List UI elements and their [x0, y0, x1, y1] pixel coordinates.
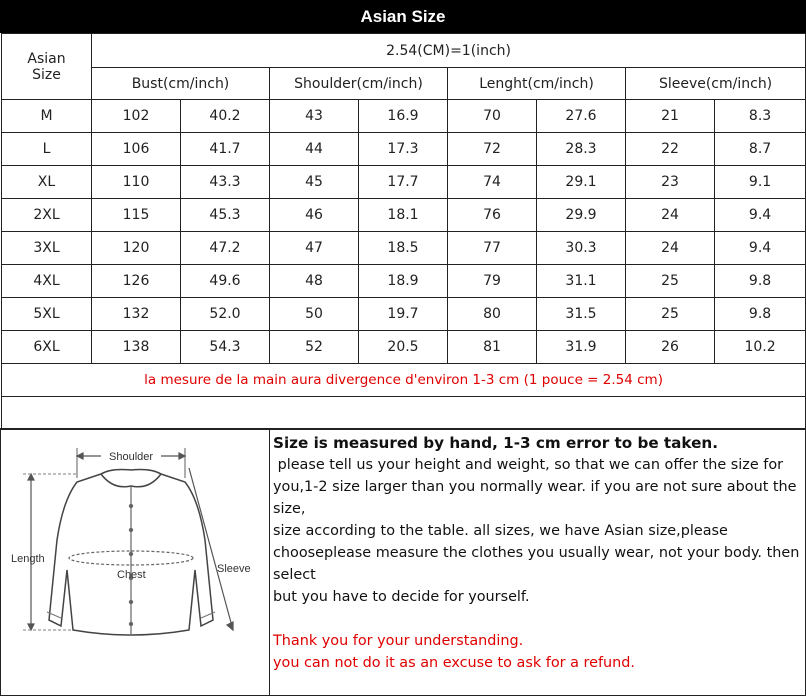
conversion-note: 2.54(CM)=1(inch) [92, 34, 806, 68]
table-cell-length-cm: 72 [448, 133, 537, 166]
table-cell-sleeve-in: 8.3 [715, 100, 806, 133]
table-cell-shoulder-in: 17.7 [359, 166, 448, 199]
table-cell-sleeve-cm: 25 [626, 298, 715, 331]
table-row [2, 166, 806, 199]
table-cell-bust-in: 40.2 [181, 100, 270, 133]
table-cell-shoulder-cm: 45 [270, 166, 359, 199]
table-cell-length-cm: 70 [448, 100, 537, 133]
table-cell-length-cm: 80 [448, 298, 537, 331]
table-row [2, 133, 806, 166]
size-label: XL [2, 166, 92, 199]
notes-line: please tell us your height and weight, so that we can offer the size for [273, 457, 784, 473]
label-shoulder: Shoulder [109, 451, 154, 463]
table-cell-sleeve-cm: 26 [626, 331, 715, 364]
measurement-diagram [1, 430, 270, 695]
table-cell-shoulder-cm: 52 [270, 331, 359, 364]
table-cell-bust-cm: 106 [92, 133, 181, 166]
table-cell-bust-in: 43.3 [181, 166, 270, 199]
table-cell-shoulder-in: 18.9 [359, 265, 448, 298]
corner-label-line2: Size [32, 66, 61, 83]
notes-line: size, [273, 501, 306, 517]
info-section [0, 428, 806, 696]
table-cell-sleeve-in: 8.7 [715, 133, 806, 166]
refund-note: you can not do it as an excuse to ask for a refund. [273, 655, 636, 671]
table-cell-bust-cm: 132 [92, 298, 181, 331]
table-cell-sleeve-in: 10.2 [715, 331, 806, 364]
size-label: 2XL [2, 199, 92, 232]
size-chart-table [1, 33, 806, 429]
table-cell-bust-cm: 126 [92, 265, 181, 298]
table-cell-shoulder-in: 17.3 [359, 133, 448, 166]
notes-heading: Size is measured by hand, 1-3 cm error to be taken. [273, 434, 718, 452]
table-cell-length-cm: 76 [448, 199, 537, 232]
table-cell-length-in: 31.5 [537, 298, 626, 331]
table-cell-bust-cm: 115 [92, 199, 181, 232]
table-cell-shoulder-in: 16.9 [359, 100, 448, 133]
table-cell-shoulder-cm: 46 [270, 199, 359, 232]
table-cell-length-cm: 81 [448, 331, 537, 364]
table-cell-sleeve-cm: 21 [626, 100, 715, 133]
table-cell-bust-in: 49.6 [181, 265, 270, 298]
corner-label [2, 34, 92, 100]
table-cell-sleeve-cm: 22 [626, 133, 715, 166]
table-cell-shoulder-cm: 48 [270, 265, 359, 298]
table-row [2, 298, 806, 331]
sizing-notes [273, 432, 803, 674]
table-row [2, 265, 806, 298]
table-title: Asian Size [0, 0, 806, 33]
table-cell-sleeve-in: 9.8 [715, 298, 806, 331]
table-row [2, 100, 806, 133]
column-header-bust: Bust(cm/inch) [92, 68, 270, 100]
table-row [2, 232, 806, 265]
table-cell-length-in: 28.3 [537, 133, 626, 166]
table-cell-length-in: 30.3 [537, 232, 626, 265]
table-cell-shoulder-in: 18.1 [359, 199, 448, 232]
table-cell-bust-in: 52.0 [181, 298, 270, 331]
table-cell-bust-cm: 120 [92, 232, 181, 265]
size-label: L [2, 133, 92, 166]
table-row [2, 331, 806, 364]
size-label: 4XL [2, 265, 92, 298]
notes-line: select [273, 567, 316, 583]
table-cell-shoulder-cm: 44 [270, 133, 359, 166]
table-cell-length-in: 31.1 [537, 265, 626, 298]
notes-line: you,1-2 size larger than you normally wear. if you are not sure about the [273, 479, 797, 495]
column-header-shoulder: Shoulder(cm/inch) [270, 68, 448, 100]
corner-label-line1: Asian [27, 50, 66, 67]
table-cell-sleeve-in: 9.4 [715, 199, 806, 232]
column-header-length: Lenght(cm/inch) [448, 68, 626, 100]
table-cell-bust-cm: 138 [92, 331, 181, 364]
notes-line: but you have to decide for yourself. [273, 589, 530, 605]
table-cell-bust-cm: 110 [92, 166, 181, 199]
table-cell-shoulder-in: 19.7 [359, 298, 448, 331]
table-cell-bust-in: 47.2 [181, 232, 270, 265]
table-cell-shoulder-cm: 47 [270, 232, 359, 265]
size-label: 5XL [2, 298, 92, 331]
table-cell-sleeve-cm: 24 [626, 232, 715, 265]
table-cell-sleeve-cm: 23 [626, 166, 715, 199]
table-cell-sleeve-in: 9.8 [715, 265, 806, 298]
table-cell-bust-in: 45.3 [181, 199, 270, 232]
table-cell-length-in: 31.9 [537, 331, 626, 364]
table-cell-length-in: 29.1 [537, 166, 626, 199]
size-label: 3XL [2, 232, 92, 265]
empty-row [2, 397, 806, 429]
table-cell-shoulder-in: 18.5 [359, 232, 448, 265]
table-cell-shoulder-cm: 43 [270, 100, 359, 133]
size-label: M [2, 100, 92, 133]
table-cell-length-in: 27.6 [537, 100, 626, 133]
label-chest: Chest [117, 569, 146, 581]
table-cell-length-cm: 74 [448, 166, 537, 199]
table-cell-sleeve-cm: 24 [626, 199, 715, 232]
size-label: 6XL [2, 331, 92, 364]
table-cell-length-cm: 77 [448, 232, 537, 265]
table-cell-length-cm: 79 [448, 265, 537, 298]
shirt-measurement-icon [1, 430, 269, 695]
table-cell-shoulder-in: 20.5 [359, 331, 448, 364]
table-cell-bust-cm: 102 [92, 100, 181, 133]
thank-you-note: Thank you for your understanding. [273, 633, 524, 649]
table-cell-bust-in: 54.3 [181, 331, 270, 364]
table-cell-sleeve-cm: 25 [626, 265, 715, 298]
table-cell-length-in: 29.9 [537, 199, 626, 232]
table-cell-bust-in: 41.7 [181, 133, 270, 166]
label-length: Length [11, 553, 45, 565]
measurement-note: la mesure de la main aura divergence d'environ 1-3 cm (1 pouce = 2.54 cm) [2, 364, 806, 397]
table-row [2, 199, 806, 232]
notes-spacer [273, 608, 803, 630]
label-sleeve: Sleeve [217, 563, 251, 575]
table-cell-sleeve-in: 9.4 [715, 232, 806, 265]
table-cell-sleeve-in: 9.1 [715, 166, 806, 199]
notes-line: size according to the table. all sizes, we have Asian size,please [273, 523, 728, 539]
table-cell-shoulder-cm: 50 [270, 298, 359, 331]
notes-line: chooseplease measure the clothes you usually wear, not your body. then [273, 545, 800, 561]
column-header-sleeve: Sleeve(cm/inch) [626, 68, 806, 100]
